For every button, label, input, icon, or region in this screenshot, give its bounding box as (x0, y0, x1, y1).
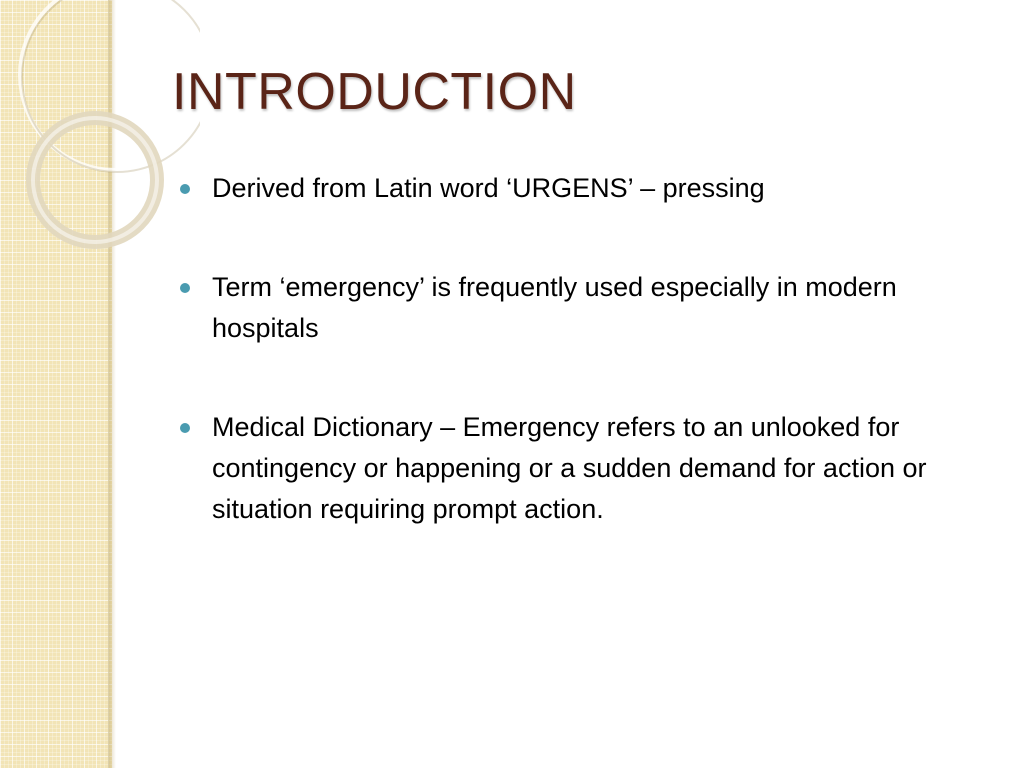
slide-title: INTRODUCTION (172, 63, 577, 121)
bullet-dot-icon (180, 184, 190, 194)
bullet-dot-icon (180, 423, 190, 433)
bullet-item (180, 168, 980, 209)
bullet-item (180, 267, 980, 349)
bullet-item (180, 407, 980, 530)
bullet-text: Derived from Latin word ‘URGENS’ – pressing (212, 173, 765, 203)
ring-decoration (0, 0, 200, 260)
bullet-dot-icon (180, 283, 190, 293)
bullet-text: Medical Dictionary – Emergency refers to an unlooked for contingency or happening or a sudden demand for action or situation requiring prompt action. (212, 412, 927, 524)
bullet-text: Term ‘emergency’ is frequently used especially in modern hospitals (212, 272, 897, 343)
bullet-list (180, 168, 980, 530)
lower-ring-highlight (33, 118, 157, 242)
